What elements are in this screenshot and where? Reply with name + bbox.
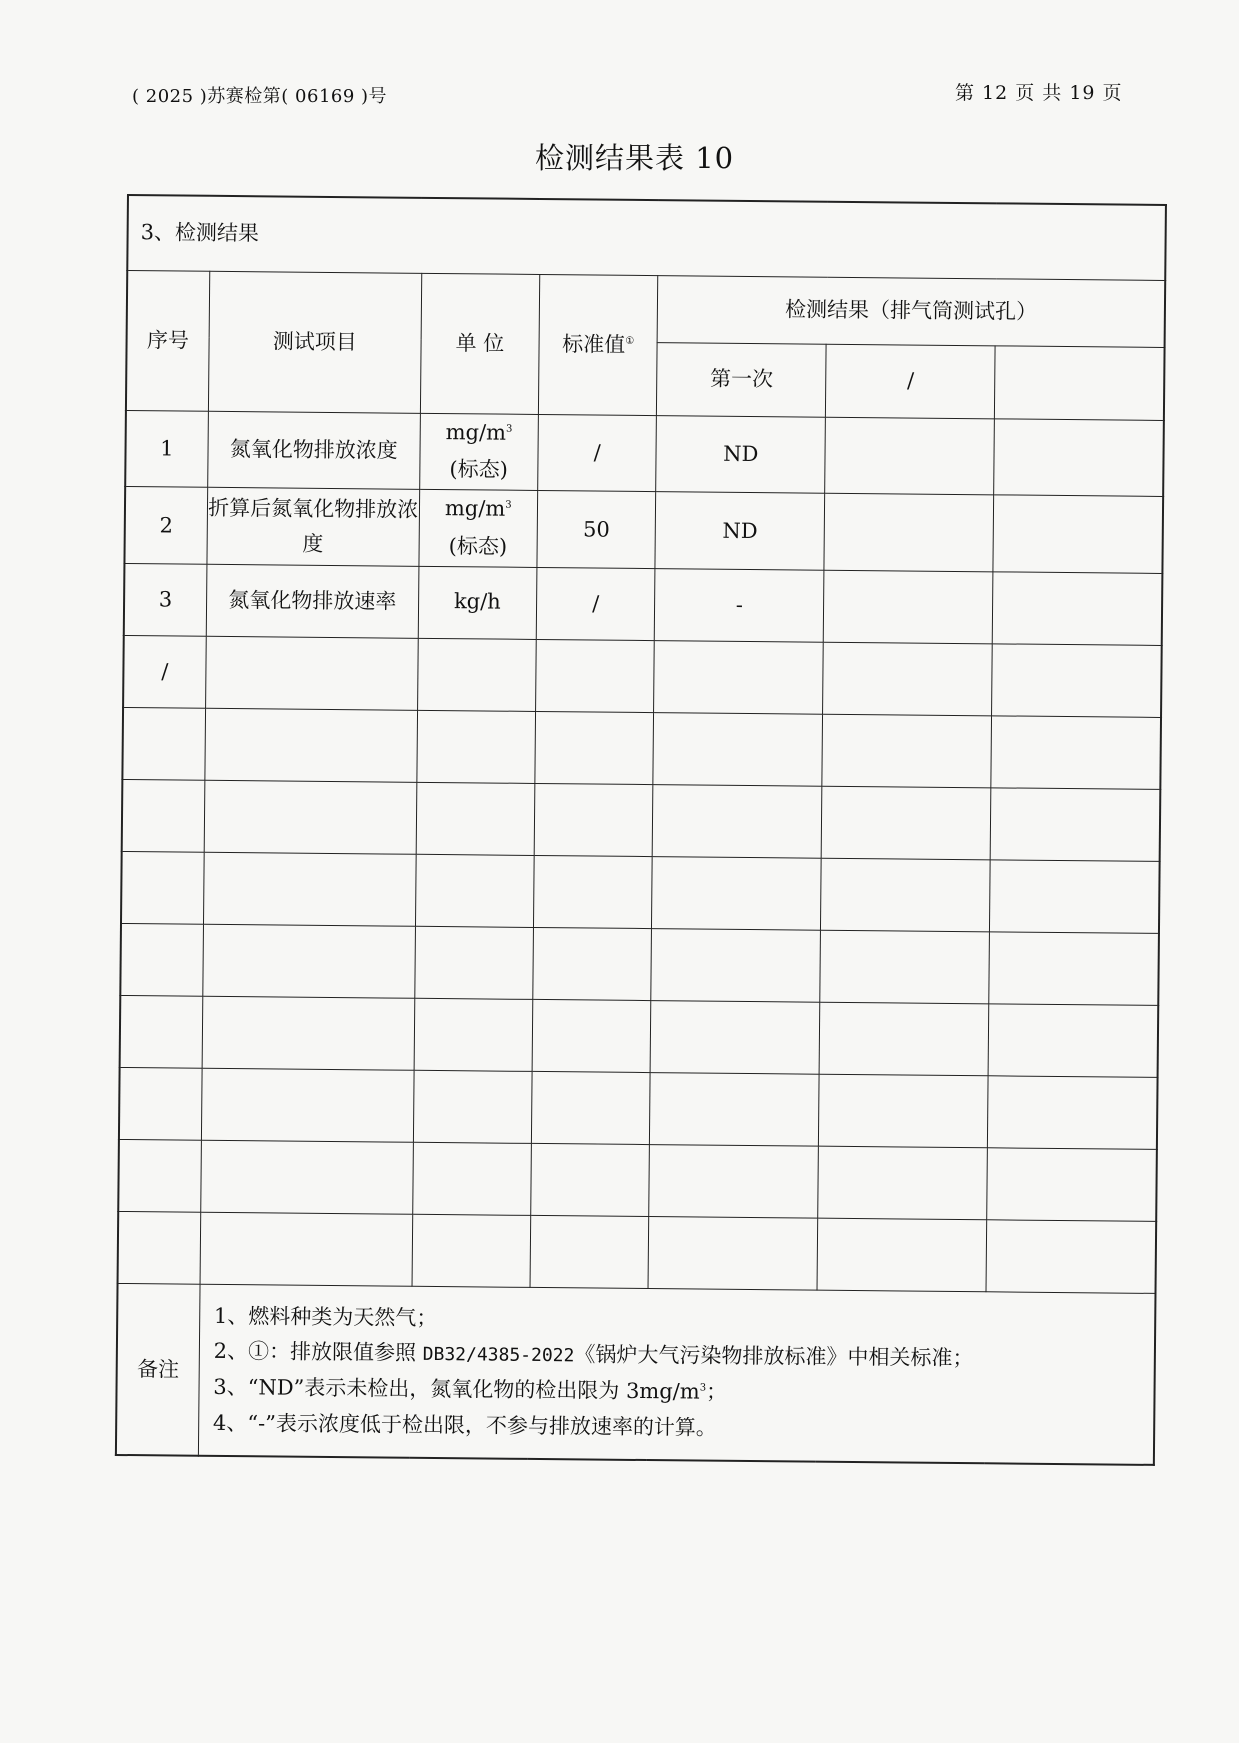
empty-row [119, 1067, 1158, 1149]
header-sub3 [995, 345, 1165, 420]
empty-row [121, 851, 1160, 933]
row-result-1: ND [656, 415, 826, 493]
note-line-2: 2、①：排放限值参照 DB32/4385-2022《锅炉大气污染物排放标准》中相关标准； [213, 1339, 974, 1371]
row-result-3 [993, 572, 1163, 646]
row-item: 折算后氮氧化物排放浓度 [207, 487, 420, 566]
row-item [205, 636, 418, 710]
row-seq: / [123, 635, 206, 708]
standard-footnote-mark: ① [625, 335, 635, 347]
row-seq: 2 [124, 487, 207, 564]
header-unit: 单 位 [420, 273, 540, 414]
row-standard: / [536, 567, 655, 640]
header-item: 测试项目 [208, 271, 421, 413]
empty-row [122, 779, 1161, 861]
notes-content [198, 1284, 1155, 1465]
notes-row [116, 1283, 1156, 1465]
row-item: 氮氧化物排放浓度 [207, 411, 420, 490]
row-standard: / [538, 414, 657, 492]
report-number: ( 2025 )苏赛检第( 06169 )号 [132, 86, 388, 107]
row-unit: $mg/m^3$ (标态) [419, 413, 538, 491]
row-result-1 [654, 640, 824, 714]
section-title: 3、检测结果 [127, 195, 1166, 280]
empty-row [118, 1211, 1157, 1293]
row-result-2 [823, 642, 993, 716]
document-title: 检测结果表 10 [535, 141, 735, 175]
notes-label: 备注 [116, 1283, 200, 1456]
row-result-1: - [655, 568, 825, 642]
row-standard: 50 [537, 491, 656, 569]
page-info: 第 12 页 共 19 页 [955, 82, 1123, 104]
header-seq: 序号 [126, 270, 210, 411]
note-line-4: 4、“-”表示浓度低于检出限，不参与排放速率的计算。 [212, 1410, 718, 1440]
header-results-group: 检测结果（排气筒测试孔） [657, 275, 1165, 347]
empty-row [122, 707, 1161, 789]
row-result-2 [824, 493, 994, 571]
results-table [115, 194, 1167, 1466]
row-result-2 [825, 417, 995, 495]
row-unit: $mg/m^3$ (标态) [419, 489, 538, 567]
header-sub2: / [826, 344, 996, 419]
table-row [124, 563, 1163, 645]
empty-row [120, 995, 1159, 1077]
row-result-3 [992, 644, 1162, 718]
row-seq: 3 [124, 563, 207, 636]
table-row [125, 410, 1164, 497]
row-standard [536, 639, 655, 712]
results-sheet [114, 194, 1167, 1586]
row-result-1: ND [655, 492, 825, 570]
empty-row [118, 1139, 1157, 1221]
table-row [123, 635, 1162, 717]
row-unit [417, 638, 536, 711]
note-line-3: 3、“ND”表示未检出，氮氧化物的检出限为 $3mg/m^3$； [213, 1374, 728, 1404]
row-item: 氮氧化物排放速率 [206, 564, 419, 638]
row-result-2 [824, 570, 994, 644]
row-result-3 [994, 418, 1164, 496]
header-sub1: 第一次 [657, 342, 827, 417]
header-standard: 标准值① [538, 274, 658, 415]
empty-row [120, 923, 1159, 1005]
note-line-1: 1、燃料种类为天然气； [213, 1303, 438, 1330]
table-row [124, 487, 1163, 574]
row-seq: 1 [125, 410, 208, 487]
row-unit: kg/h [418, 566, 537, 639]
row-result-3 [993, 495, 1163, 573]
